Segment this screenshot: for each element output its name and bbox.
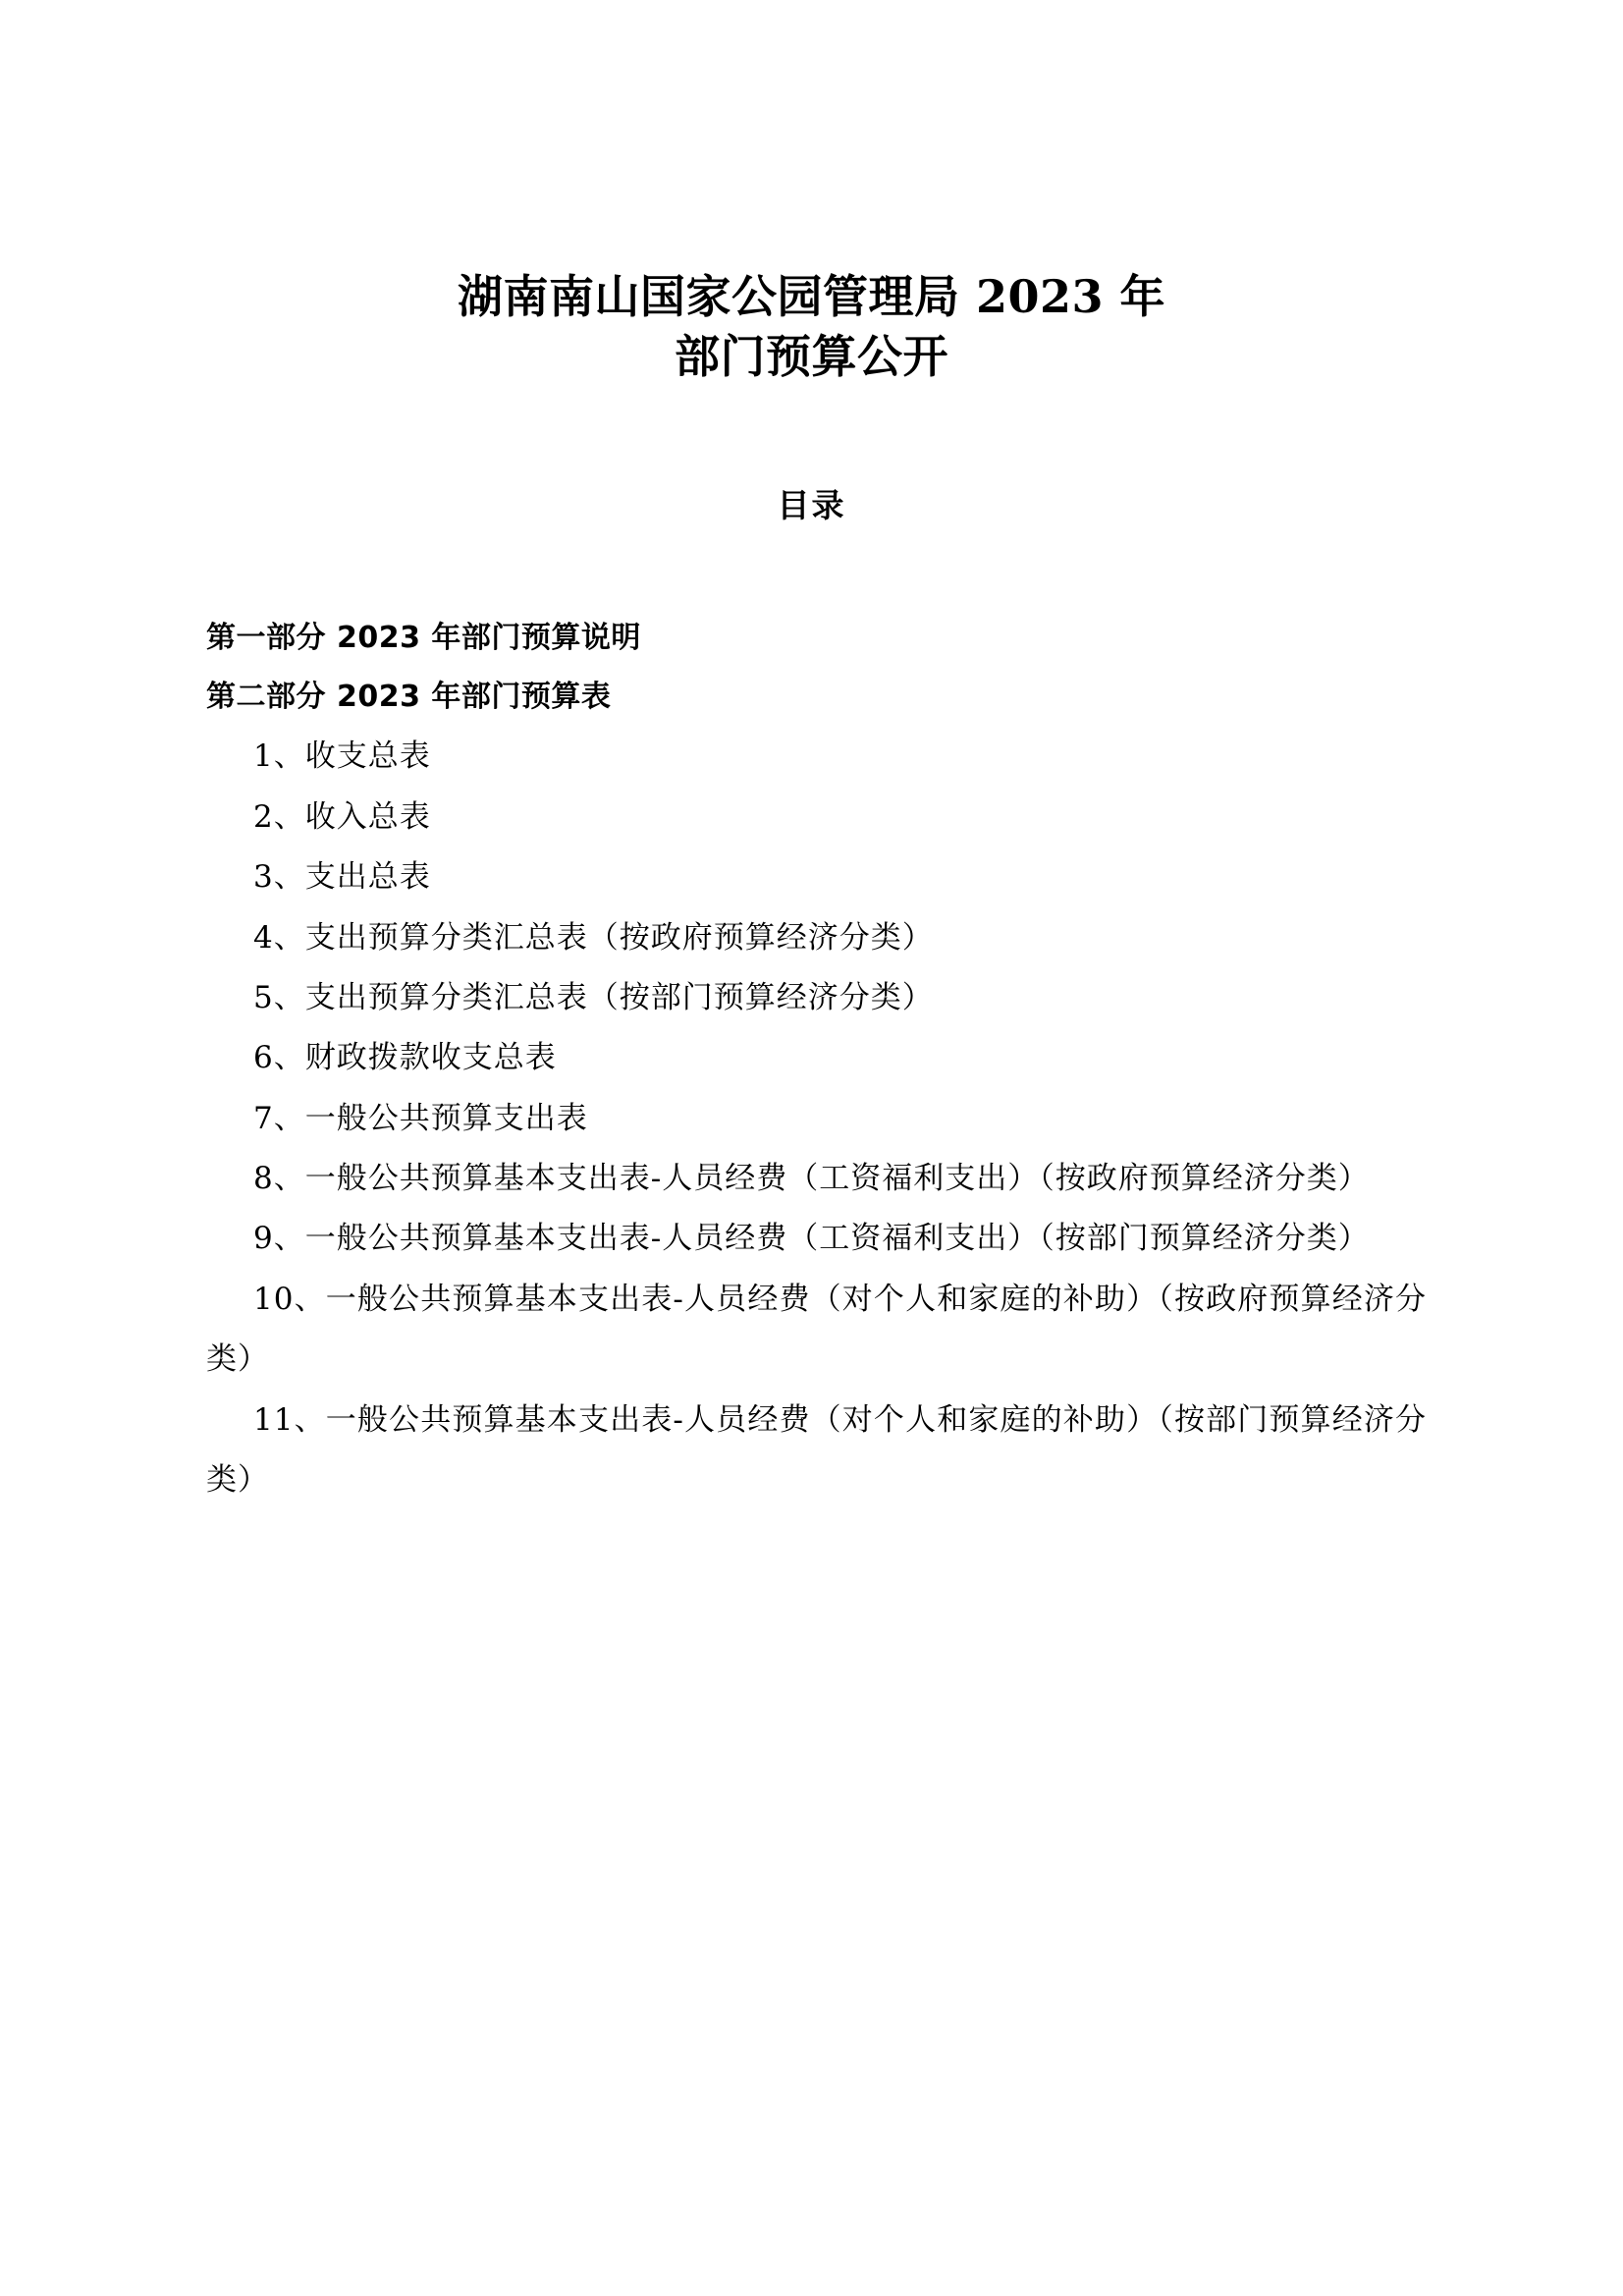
- toc-entry-2: 2、收入总表: [253, 798, 431, 835]
- page-title: [0, 0, 1623, 386]
- toc-entry-1: 1、收支总表: [253, 738, 431, 775]
- toc-entry-7: 7、一般公共预算支出表: [253, 1100, 588, 1136]
- toc-entry-10: 10、一般公共预算基本支出表-人员经费（对个人和家庭的补助）（按政府预算经济分类）: [206, 1281, 1427, 1378]
- toc-entry-9: 9、一般公共预算基本支出表-人员经费（工资福利支出）（按部门预算经济分类）: [253, 1221, 1370, 1257]
- toc-entry-part-one: 第一部分 2023 年部门预算说明: [206, 621, 641, 656]
- toc-entry-11: 11、一般公共预算基本支出表-人员经费（对个人和家庭的补助）（按部门预算经济分类）: [206, 1401, 1427, 1498]
- toc-entry-8: 8、一般公共预算基本支出表-人员经费（工资福利支出）（按政府预算经济分类）: [253, 1161, 1370, 1197]
- table-of-contents: [0, 526, 1623, 1510]
- page-title-line-2: 部门预算公开: [675, 329, 948, 383]
- toc-entry-5: 5、支出预算分类汇总表（按部门预算经济分类）: [253, 979, 934, 1015]
- toc-heading: 目录: [777, 486, 846, 525]
- page-title-line-1: 湖南南山国家公园管理局 2023 年: [457, 270, 1166, 323]
- toc-entry-3: 3、支出总表: [253, 859, 431, 896]
- toc-entry-part-two: 第二部分 2023 年部门预算表: [206, 680, 612, 715]
- toc-entry-4: 4、支出预算分类汇总表（按政府预算经济分类）: [253, 919, 934, 956]
- toc-entry-6: 6、财政拨款收支总表: [253, 1040, 557, 1076]
